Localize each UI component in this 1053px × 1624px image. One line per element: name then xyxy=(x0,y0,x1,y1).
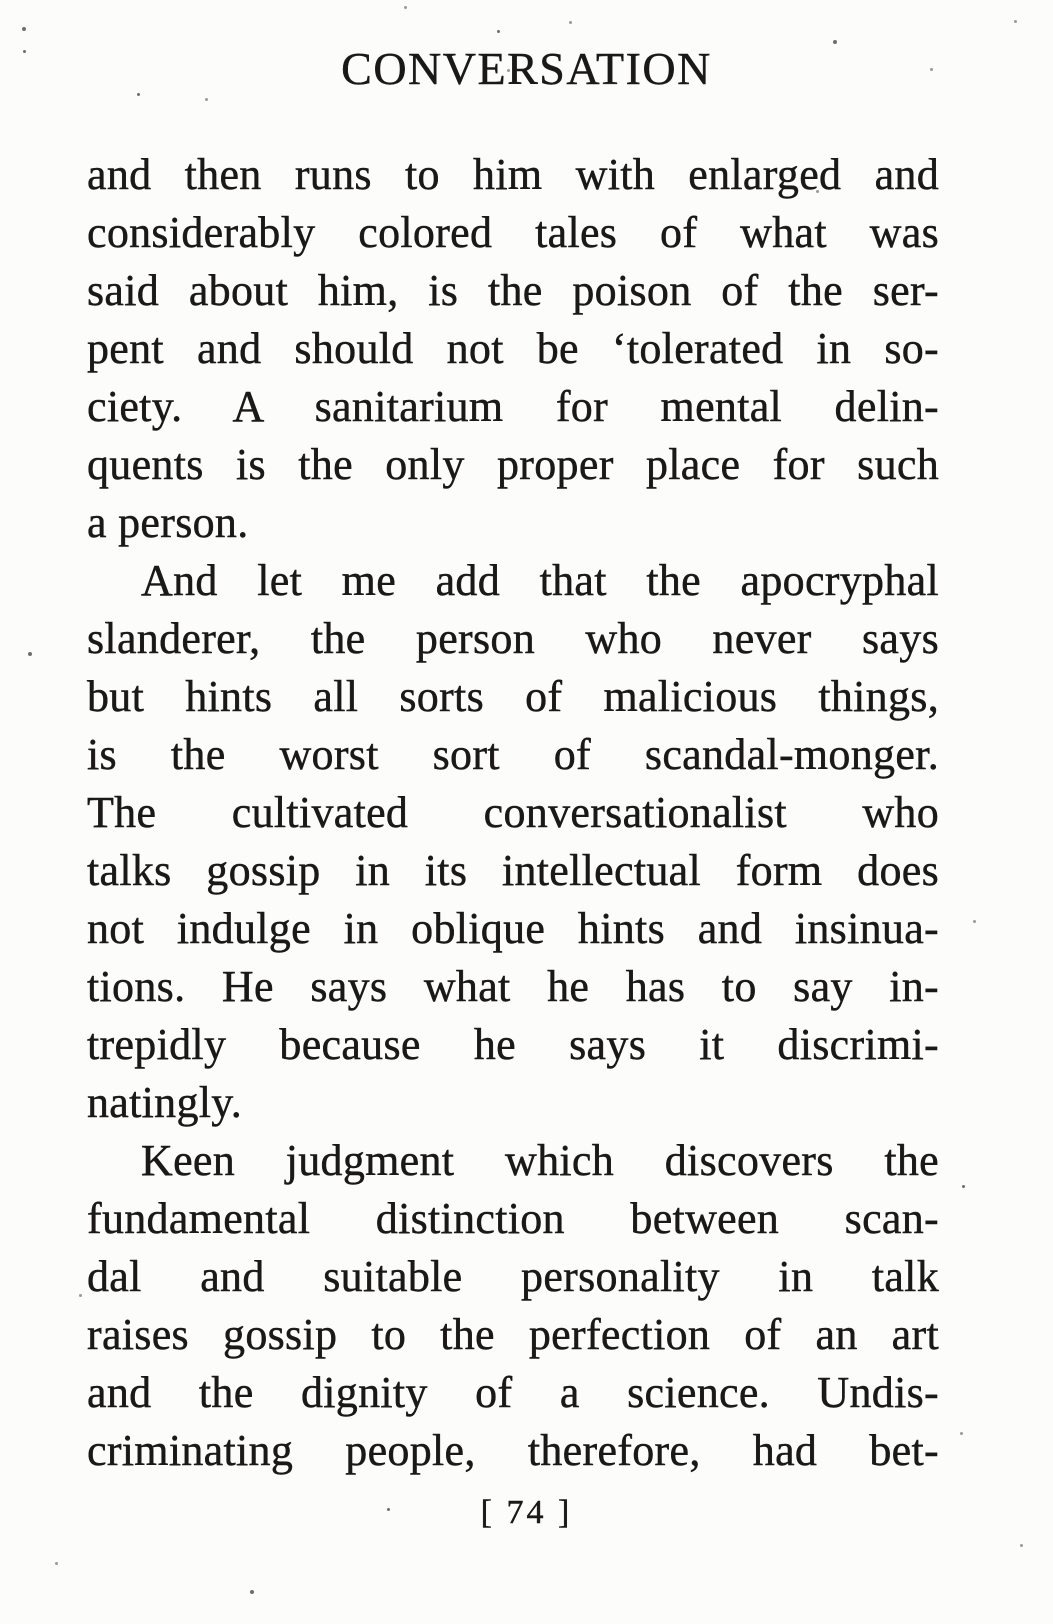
text-line: ciety. A sanitarium for mental delin- xyxy=(87,382,939,431)
text-line: Keen judgment which discovers the xyxy=(141,1136,939,1185)
paragraph xyxy=(87,146,939,552)
scan-speck xyxy=(962,1185,965,1188)
text-line: considerably colored tales of what was xyxy=(87,208,939,257)
text-line: and the dignity of a science. Undis- xyxy=(87,1368,939,1417)
scan-speck xyxy=(22,27,26,31)
text-line: talks gossip in its intellectual form does xyxy=(87,846,939,895)
page-body xyxy=(87,146,939,1480)
text-line: natingly. xyxy=(87,1078,243,1127)
scan-speck xyxy=(1014,20,1017,23)
text-line: quents is the only proper place for such xyxy=(87,440,939,489)
scan-speck xyxy=(28,652,32,656)
scan-speck xyxy=(79,1294,82,1297)
page-number: [ 74 ] xyxy=(480,1494,573,1531)
scan-speck xyxy=(404,6,407,9)
text-line: but hints all sorts of malicious things, xyxy=(87,672,939,721)
text-line: criminating people, therefore, had bet- xyxy=(87,1426,939,1475)
text-line: and then runs to him with enlarged and xyxy=(87,150,939,199)
text-line: And let me add that the apocryphal xyxy=(141,556,939,605)
scan-speck xyxy=(250,1590,254,1594)
text-line: not indulge in oblique hints and insinua- xyxy=(87,904,939,953)
text-line: fundamental distinction between scan- xyxy=(87,1194,939,1243)
text-line: The cultivated conversationalist who xyxy=(87,788,939,837)
text-line: said about him, is the poison of the ser- xyxy=(87,266,939,315)
text-line: slanderer, the person who never says xyxy=(87,614,939,663)
text-line: raises gossip to the perfection of an art xyxy=(87,1310,939,1359)
text-line: tions. He says what he has to say in- xyxy=(87,962,939,1011)
scan-speck xyxy=(137,93,140,96)
scan-speck xyxy=(960,1432,963,1435)
text-line: dal and suitable personality in talk xyxy=(87,1252,939,1301)
scan-speck xyxy=(55,1562,58,1565)
text-line: is the worst sort of scandal-monger. xyxy=(87,730,939,779)
scan-speck xyxy=(497,30,500,33)
scan-speck xyxy=(205,98,208,101)
paragraph xyxy=(87,552,939,1132)
running-head: CONVERSATION xyxy=(341,43,712,94)
scan-speck xyxy=(569,21,572,24)
scan-speck xyxy=(833,40,837,44)
scan-speck xyxy=(973,920,976,923)
text-line: trepidly because he says it discrimi- xyxy=(87,1020,939,1069)
paragraph xyxy=(87,1132,939,1480)
text-line: pent and should not be ‘tolerated in so- xyxy=(87,324,939,373)
scan-speck xyxy=(1020,1544,1023,1547)
text-line: a person. xyxy=(87,498,249,547)
